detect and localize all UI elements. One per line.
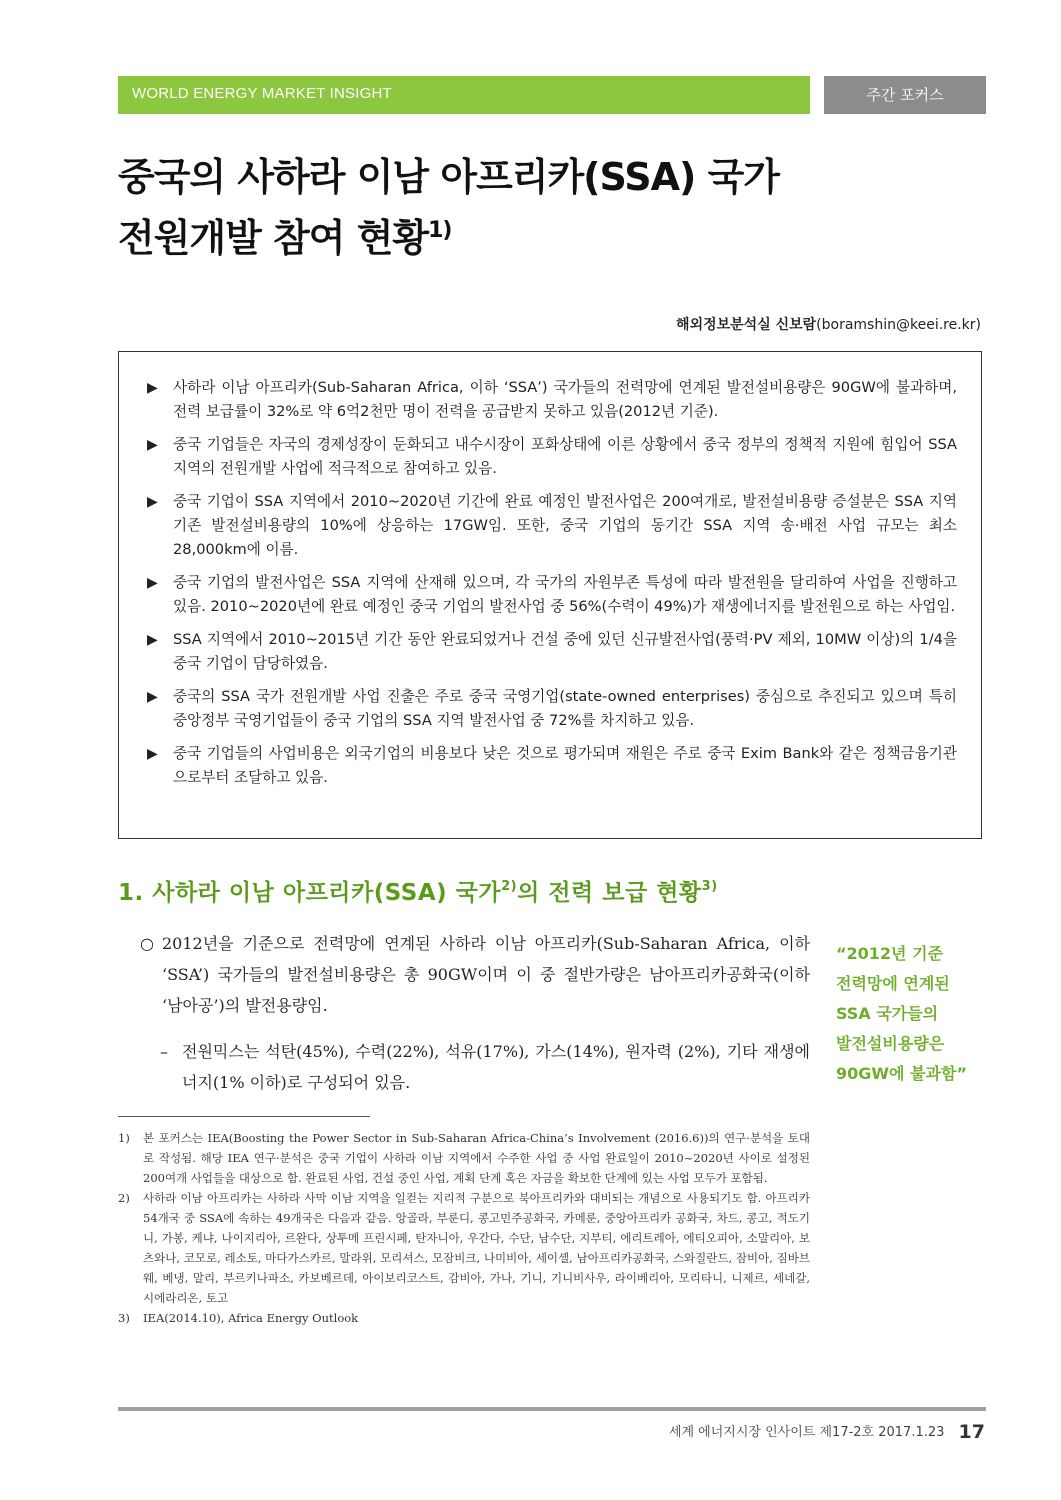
footer-divider: [118, 1407, 986, 1411]
page-number: 17: [958, 1421, 985, 1443]
dash-bullet-icon: –: [160, 1042, 168, 1061]
page-footer: [669, 1421, 985, 1443]
triangle-bullet-icon: ▶: [147, 689, 158, 705]
issue-info: 제17-2호 2017.1.23: [819, 1425, 945, 1440]
body-subparagraph: – 전원믹스는 석탄(45%), 수력(22%), 석유(17%), 가스(14%), 원자력 (2%), 기타 재생에너지(1% 이하)로 구성되어 있음.: [160, 1036, 810, 1098]
footnote-item: 2) 사하라 이남 아프리카는 사하라 사막 이남 지역을 일컫는 지리적 구분으로 북아프리카와 대비되는 개념으로 사용되기도 함. 아프리카 54개국 중 SSA에 속하는 49개국은 다음과 같음. 앙골라, 부룬디, 콩고민주공화국, 카메룬, 중앙아프리카 공화국, 차드, 콩고, 적도기니, 가봉, 케냐, 나이지리아, 르완다, 상투메 프린시페, 탄자니아, 우간다, 수단, 남수단, 지부티, 에리트레아, 에티오피아, 소말리아, 보츠와나, 코모로, 레소토, 마다가스카르, 말라위, 모리셔스, 모잠비크, 나미비아, 세이셸, 남아프리카공화국, 스와질란드, 잠비아, 짐바브웨, 베냉, 말리, 부르키나파소, 카보베르데, 아이보리코스트, 감비아, 가나, 기니, 기니비사우, 라이베리아, 모리타니, 니제르, 세네갈, 시에라리온, 토고: [118, 1191, 810, 1305]
summary-item: ▶ SSA 지역에서 2010~2015년 기간 동안 완료되었거나 건설 중에 있던 신규발전사업(풍력·PV 제외, 10MW 이상)의 1/4을 중국 기업이 담당하였음.: [147, 628, 957, 676]
summary-item: ▶ 중국 기업이 SSA 지역에서 2010~2020년 기간에 완료 예정인 발전사업은 200여개로, 발전설비용량 증설분은 SSA 지역 기존 발전설비용량의 10%에 상응하는 17GW임. 또한, 중국 기업의 동기간 SSA 지역 송·배전 사업 규모는 최소 28,000km에 이름.: [147, 490, 957, 562]
summary-item: ▶ 중국 기업들의 사업비용은 외국기업의 비용보다 낮은 것으로 평가되며 재원은 주로 중국 Exim Bank와 같은 정책금융기관으로부터 조달하고 있음.: [147, 742, 957, 790]
triangle-bullet-icon: ▶: [147, 380, 158, 396]
body-paragraph: ○ 2012년을 기준으로 전력망에 연계된 사하라 이남 아프리카(Sub-Saharan Africa, 이하 ‘SSA’) 국가들의 발전설비용량은 총 90GW이며 이 중 절반가량은 남아프리카공화국(이하 ‘남아공’)의 발전용량임.: [140, 928, 810, 1021]
footnote-divider: [118, 1116, 370, 1117]
title-line-2: 전원개발 참여 현황: [118, 216, 429, 260]
section-footnote-mark: 2): [501, 879, 518, 894]
summary-item: ▶ 중국의 SSA 국가 전원개발 사업 진출은 주로 중국 국영기업(state-owned enterprises) 중심으로 추진되고 있으며 특히 중앙정부 국영기업들이 중국 기업의 SSA 지역 발전사업 중 72%를 차지하고 있음.: [147, 685, 957, 733]
header-bar: [118, 76, 810, 114]
summary-item: ▶ 사하라 이남 아프리카(Sub-Saharan Africa, 이하 ‘SSA’) 국가들의 전력망에 연계된 발전설비용량은 90GW에 불과하며, 전력 보급률이 32%로 약 6억2천만 명이 전력을 공급받지 못하고 있음(2012년 기준).: [147, 376, 957, 424]
summary-box: [118, 351, 982, 839]
pull-quote: “2012년 기준 전력망에 연계된 SSA 국가들의 발전설비용량은 90GW에 불과함”: [836, 944, 967, 1083]
summary-list: [147, 376, 957, 799]
section-footnote-mark: 3): [701, 879, 718, 894]
triangle-bullet-icon: ▶: [147, 575, 158, 591]
footnote-item: 3) IEA(2014.10), Africa Energy Outlook: [118, 1311, 359, 1325]
triangle-bullet-icon: ▶: [147, 437, 158, 453]
author-email: (boramshin@keei.re.kr): [816, 317, 981, 333]
triangle-bullet-icon: ▶: [147, 632, 158, 648]
author-line: [676, 314, 981, 334]
title-footnote-mark: 1): [428, 218, 452, 243]
author-name: 해외정보분석실 신보람: [676, 317, 817, 333]
triangle-bullet-icon: ▶: [147, 494, 158, 510]
triangle-bullet-icon: ▶: [147, 746, 158, 762]
summary-item: ▶ 중국 기업들은 자국의 경제성장이 둔화되고 내수시장이 포화상태에 이른 상황에서 중국 정부의 정책적 지원에 힘입어 SSA 지역의 전원개발 사업에 적극적으로 참여하고 있음.: [147, 433, 957, 481]
circle-bullet-icon: ○: [140, 934, 154, 953]
page-title: [118, 150, 878, 265]
section-heading: 1. 사하라 이남 아프리카(SSA) 국가$^{2)}$의 전력 보급 현황$^{3)}$: [118, 879, 718, 906]
title-line-1: 중국의 사하라 이남 아프리카(SSA) 국가: [118, 155, 780, 199]
section-tag: 주간 포커스: [824, 76, 986, 114]
series-name: WORLD ENERGY MARKET INSIGHT: [132, 85, 392, 102]
footnotes: [118, 1128, 810, 1328]
summary-item: ▶ 중국 기업의 발전사업은 SSA 지역에 산재해 있으며, 각 국가의 자원부존 특성에 따라 발전원을 달리하여 사업을 진행하고 있음. 2010~2020년에 완료 예정인 중국 기업의 발전사업 중 56%(수력이 49%)가 재생에너지를 발전원으로 하는 사업임.: [147, 571, 957, 619]
footnote-item: 1) 본 포커스는 IEA(Boosting the Power Sector in Sub-Saharan Africa-China’s Involvement (2016.6))의 연구·분석을 토대로 작성됨. 해당 IEA 연구·분석은 중국 기업이 사하라 이남 지역에서 수주한 사업 중 사업 완료일이 2010~2020년 사이로 설정된 200여개 사업들을 대상으로 함. 완료된 사업, 건설 중인 사업, 계획 단계 혹은 자금을 확보한 단계에 있는 사업 모두가 포함됨.: [118, 1131, 810, 1185]
publication-name: 세계 에너지시장 인사이트: [668, 1425, 816, 1440]
